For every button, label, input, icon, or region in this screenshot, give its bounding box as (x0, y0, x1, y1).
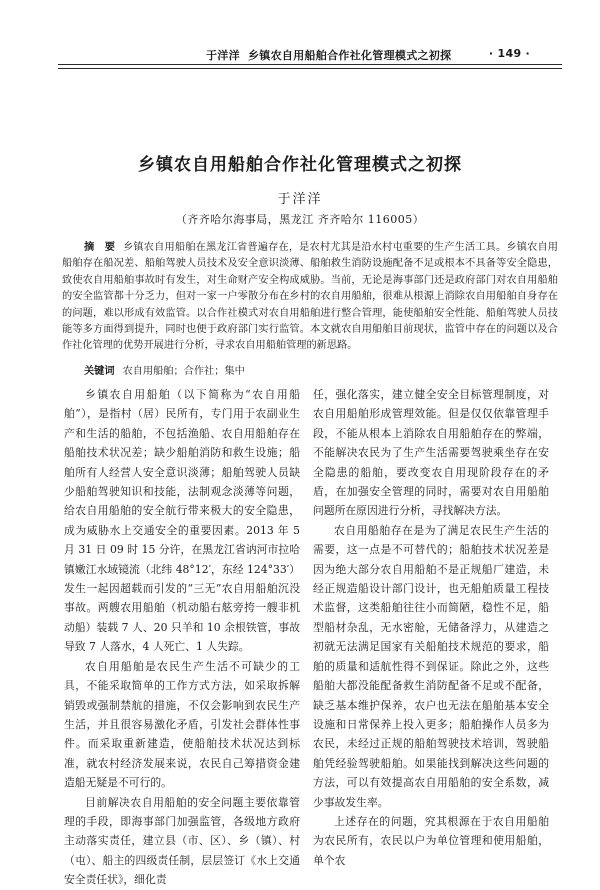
body-paragraph: 上述存在的问题，究其根源在于农自用船舶为农民所有，农民以户为单位管理和使用船舶，单个农 (313, 814, 549, 867)
abstract-text: 乡镇农自用船舶在黑龙江省普遍存在，是农村尤其是沿水村屯重要的生产生活工具。乡镇农自用船舶存在船况差、船舶驾驶人员技术及安全意识淡薄、船舶救生消防设施配备不足或根本不具备等安全隐患，致使农自用船舶事故时有发生，对生命财产安全构成威胁。当前，无论是海事部门还是政府部门对农自用船舶的安全监管都十分乏力，但对一家一户零散分布在乡村的农自用船舶，很难从根源上消除农自用船舶自身存在的问题，难以形成有效监管。以合作社模式对农自用船舶进行整合管理，能使船舶安全性能、船舶驾驶人员技能等多方面得到提升，同时也便于政府部门实行监管。本文就农自用船舶目前现状，监管中存在的问题以及合作社化管理的优势开展进行分析，寻求农自用船舶管理的新思路。 (62, 242, 558, 352)
body-paragraph: 农自用船舶是农民生产生活不可缺少的工具，不能采取简单的工作方式方法，如采取拆解销毁或强制禁航的措施，不仅会影响到农民生产生活，并且很容易激化矛盾，引发社会群体性事件。而采取重新建造，使船舶技术状况达到标准，就农村经济发展来说，农民自己筹措资金建造船无疑是不可行的。 (64, 659, 300, 790)
running-header-title: 乡镇农自用船舶合作社化管理模式之初探 (248, 49, 452, 62)
body-column-right (313, 385, 549, 870)
body-column-left (64, 385, 300, 890)
running-header-author: 于洋洋 (206, 49, 240, 62)
keywords (84, 364, 554, 380)
page-number: · 149 · (488, 47, 530, 60)
header-rule-thin (58, 68, 562, 69)
article-title: 乡镇农自用船舶合作社化管理模式之初探 (138, 155, 462, 175)
keywords-text: 农自用船舶；合作社；集中 (122, 366, 245, 377)
body-paragraph: 目前解决农自用船舶的安全问题主要依靠管理的手段，即海事部门加强监管，各级地方政府主动落实责任，建立县（市、区）、乡（镇）、村（屯）、船主的四级责任制，层层签订《水上交通安全责任状》，细化责 (64, 795, 300, 887)
header-rule-thick (58, 64, 562, 65)
abstract-label: 摘 要 (84, 242, 116, 253)
body-paragraph: 乡镇农自用船舶（以下简称为“农自用船舶”），是指村（居）民所有，专门用于农副业生产和生活的船舶，不包括渔船、农自用船舶存在船舶技术状况差；缺少船舶消防和救生设施；船舶所有人经营人安全意识淡薄；船舶驾驶人员缺少船舶驾驶知识和技能，法制观念淡薄等问题，给农自用船舶的安全航行带来极大的安全隐患，成为威胁水上交通安全的重要因素。2013 年 5 月 31 日 09 时 15 分许，在黑龙江省讷河市拉哈镇嫩江水域镜流（北纬 48°12′，东经 124°33′）发生一起因超载而引发的“三无”农自用船舶沉没事故。两艘农用船舶（机动船右舷旁挎一艘非机动船）装载 7 人、20 只羊和 10 余根铁管，事故导致 7 人落水，4 人死亡、1 人失踪。 (64, 388, 300, 654)
running-header (206, 47, 576, 63)
body-paragraph: 任，强化落实，建立健全安全目标管理制度，对农自用船舶形成管理效能。但是仅仅依靠管理手段，不能从根本上消除农自用船舶存在的弊端，不能解决农民为了生产生活需要驾驶乘坐存在安全隐患的船舶，要改变农自用现阶段存在的矛盾，在加强安全管理的同时，需要对农自用船舶问题所在原因进行分析，寻找解决方法。 (313, 388, 549, 518)
body-paragraph: 农自用船舶存在是为了满足农民生产生活的需要，这一点是不可替代的；船舶技术状况差是因为绝大部分农自用船舶不是正规船厂建造，未经正规造船设计部门设计，也无船舶质量工程技术监督，这类船舶往往小而简陋，稳性不足，船型船材杂乱，无水密舱，无储备浮力，从建造之初就无法满足国家有关船舶技术规范的要求，船舶的质量和适航性得不到保证。除此之外，这些船舶大都没能配备救生消防配备不足或不配备，缺乏基本维护保养，农户也无法在船舶基本安全设施和日常保养上投入更多；船舶操作人员多为农民，未经过正规的船舶驾驶技术培训，驾驶船舶凭经验驾驶船舶。如果能找到解决这些问题的方法，可以有效提高农自用船舶的安全系数，减少事故发生率。 (313, 523, 549, 809)
article-author: 于洋洋 (277, 192, 323, 207)
author-affiliation: （齐齐哈尔海事局，黑龙江 齐齐哈尔 116005） (175, 213, 425, 226)
abstract (62, 240, 558, 355)
keywords-label: 关键词 (84, 366, 115, 377)
